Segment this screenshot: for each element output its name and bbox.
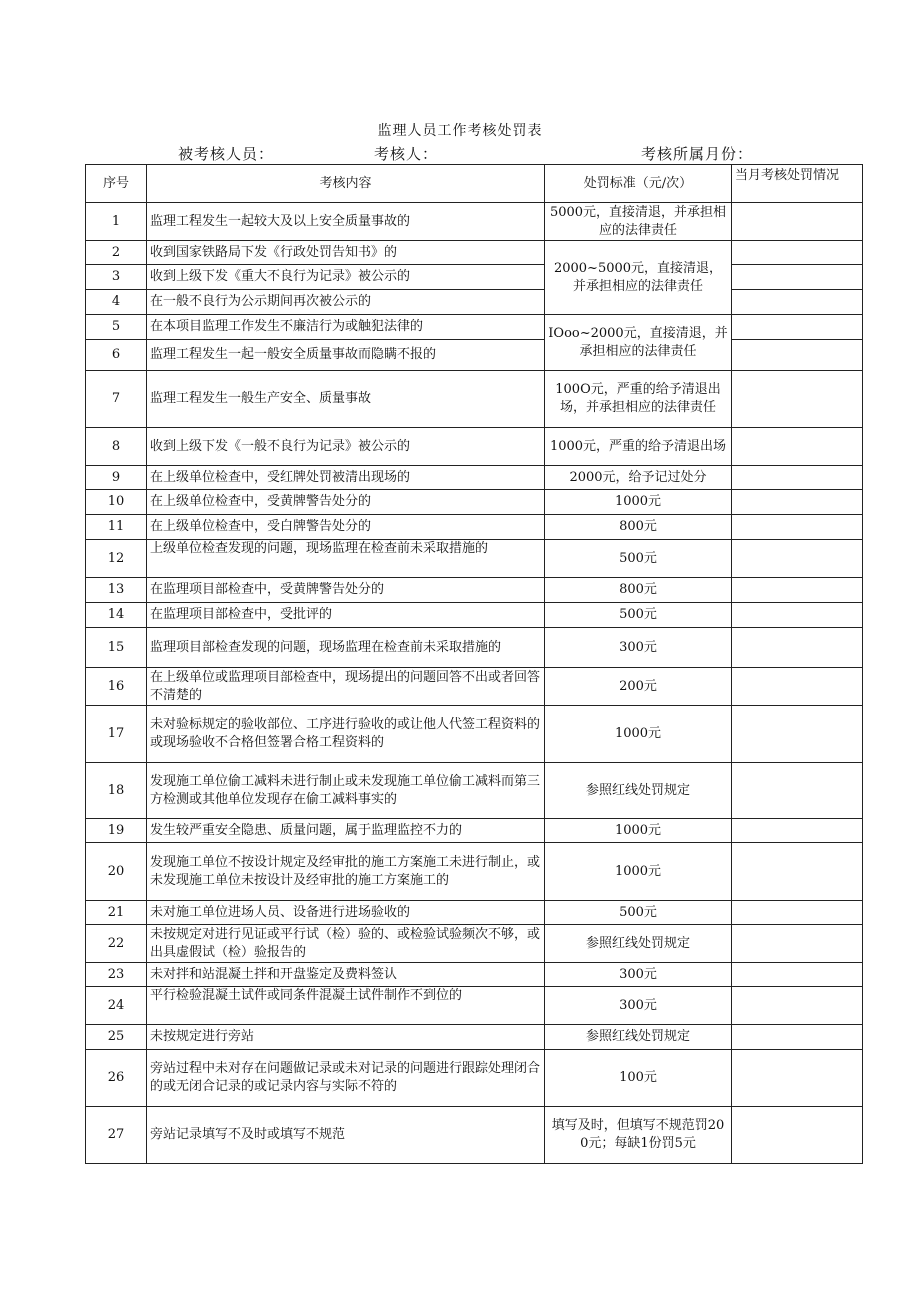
row-standard: 2000~5000元，直接清退，并承担相应的法律责任	[545, 241, 732, 315]
row-content: 未按规定对进行见证或平行试（检）验的、或检验试验频次不够，或出具虚假试（检）验报告的	[147, 925, 545, 963]
row-standard: 1000元	[545, 490, 732, 515]
table-row	[86, 603, 863, 628]
row-content: 在上级单位检查中，受白牌警告处分的	[147, 515, 545, 540]
table-row	[86, 290, 863, 315]
row-standard: 参照红线处罚规定	[545, 925, 732, 963]
table-row	[86, 428, 863, 466]
row-no: 6	[86, 340, 147, 371]
row-standard: 2000元，给予记过处分	[545, 466, 732, 490]
row-content: 发现施工单位不按设计规定及经审批的施工方案施工未进行制止，或未发现施工单位未按设计及经审批的施工方案施工的	[147, 843, 545, 901]
row-no: 24	[86, 987, 147, 1025]
table-row	[86, 901, 863, 925]
row-standard: 300元	[545, 987, 732, 1025]
header-content: 考核内容	[147, 165, 545, 203]
row-standard: 5000元，直接清退，并承担相应的法律责任	[545, 203, 732, 241]
row-result-cell	[732, 843, 863, 901]
row-standard: 500元	[545, 603, 732, 628]
row-standard: 500元	[545, 901, 732, 925]
table-row	[86, 466, 863, 490]
row-result-cell	[732, 1050, 863, 1107]
row-content: 在本项目监理工作发生不廉洁行为或触犯法律的	[147, 315, 545, 340]
table-row	[86, 1107, 863, 1164]
row-no: 15	[86, 628, 147, 668]
row-result-cell	[732, 963, 863, 987]
row-standard: 1000元	[545, 843, 732, 901]
header-standard: 处罚标准（元/次）	[545, 165, 732, 203]
row-no: 10	[86, 490, 147, 515]
row-content: 在监理项目部检查中，受批评的	[147, 603, 545, 628]
table-row	[86, 1025, 863, 1050]
row-no: 19	[86, 819, 147, 843]
table-row	[86, 925, 863, 963]
assessor-label: 考核人：	[374, 145, 439, 163]
row-content: 平行检验混凝土试件或同条件混凝土试件制作不到位的	[147, 987, 545, 1025]
row-result-cell	[732, 668, 863, 706]
table-row	[86, 315, 863, 340]
row-no: 12	[86, 540, 147, 578]
row-result-cell	[732, 603, 863, 628]
row-no: 9	[86, 466, 147, 490]
table-row	[86, 763, 863, 819]
row-content: 监理工程发生一起一般安全质量事故而隐瞒不报的	[147, 340, 545, 371]
table-row	[86, 963, 863, 987]
row-result-cell	[732, 540, 863, 578]
row-no: 4	[86, 290, 147, 315]
table-row	[86, 265, 863, 290]
row-result-cell	[732, 628, 863, 668]
row-no: 7	[86, 371, 147, 428]
row-content: 监理项目部检查发现的问题，现场监理在检查前未采取措施的	[147, 628, 545, 668]
row-content: 发现施工单位偷工减料未进行制止或未发现施工单位偷工减料而第三方检测或其他单位发现存在偷工减料事实的	[147, 763, 545, 819]
table-row	[86, 668, 863, 706]
row-standard: 参照红线处罚规定	[545, 1025, 732, 1050]
row-standard: 500元	[545, 540, 732, 578]
penalty-table	[85, 164, 863, 1164]
table-row	[86, 843, 863, 901]
row-standard: 200元	[545, 668, 732, 706]
row-no: 14	[86, 603, 147, 628]
row-no: 2	[86, 241, 147, 265]
table-row	[86, 1050, 863, 1107]
row-result-cell	[732, 203, 863, 241]
row-standard: 填写及时，但填写不规范罚200元；每缺1份罚5元	[545, 1107, 732, 1164]
row-content: 在监理项目部检查中，受黄牌警告处分的	[147, 578, 545, 603]
row-result-cell	[732, 706, 863, 763]
row-content: 未对施工单位进场人员、设备进行进场验收的	[147, 901, 545, 925]
row-result-cell	[732, 265, 863, 290]
row-standard: 100O元，严重的给予清退出场，并承担相应的法律责任	[545, 371, 732, 428]
row-result-cell	[732, 763, 863, 819]
row-result-cell	[732, 578, 863, 603]
row-standard: 100元	[545, 1050, 732, 1107]
row-result-cell	[732, 466, 863, 490]
row-standard: 300元	[545, 628, 732, 668]
row-result-cell	[732, 901, 863, 925]
row-content: 在上级单位或监理项目部检查中，现场提出的问题回答不出或者回答不清楚的	[147, 668, 545, 706]
table-row	[86, 706, 863, 763]
row-result-cell	[732, 819, 863, 843]
row-content: 在上级单位检查中，受红牌处罚被清出现场的	[147, 466, 545, 490]
table-row	[86, 340, 863, 371]
table-row	[86, 241, 863, 265]
page-title: 监理人员工作考核处罚表	[377, 123, 543, 139]
row-result-cell	[732, 1107, 863, 1164]
row-no: 1	[86, 203, 147, 241]
row-standard: 300元	[545, 963, 732, 987]
row-content: 旁站过程中未对存在问题做记录或未对记录的问题进行跟踪处理闭合的或无闭合记录的或记录内容与实际不符的	[147, 1050, 545, 1107]
row-result-cell	[732, 925, 863, 963]
row-result-cell	[732, 1025, 863, 1050]
table-row	[86, 203, 863, 241]
table-row	[86, 578, 863, 603]
table-row	[86, 540, 863, 578]
row-content: 旁站记录填写不及时或填写不规范	[147, 1107, 545, 1164]
row-no: 20	[86, 843, 147, 901]
table-row	[86, 515, 863, 540]
row-content: 发生较严重安全隐患、质量问题，属于监理监控不力的	[147, 819, 545, 843]
row-content: 未对验标规定的验收部位、工序进行验收的或让他人代签工程资料的或现场验收不合格但签署合格工程资料的	[147, 706, 545, 763]
row-content: 监理工程发生一起较大及以上安全质量事故的	[147, 203, 545, 241]
row-content: 未对拌和站混凝土拌和开盘鉴定及费料签认	[147, 963, 545, 987]
row-no: 3	[86, 265, 147, 290]
row-no: 13	[86, 578, 147, 603]
table-row	[86, 371, 863, 428]
row-result-cell	[732, 315, 863, 340]
row-content: 监理工程发生一般生产安全、质量事故	[147, 371, 545, 428]
row-result-cell	[732, 490, 863, 515]
row-result-cell	[732, 290, 863, 315]
row-no: 8	[86, 428, 147, 466]
row-no: 5	[86, 315, 147, 340]
row-content: 在一般不良行为公示期间再次被公示的	[147, 290, 545, 315]
table-row	[86, 819, 863, 843]
row-no: 26	[86, 1050, 147, 1107]
row-result-cell	[732, 428, 863, 466]
row-no: 17	[86, 706, 147, 763]
row-standard: 800元	[545, 578, 732, 603]
row-no: 16	[86, 668, 147, 706]
assessee-label: 被考核人员：	[178, 145, 275, 163]
row-content: 在上级单位检查中，受黄牌警告处分的	[147, 490, 545, 515]
row-no: 23	[86, 963, 147, 987]
row-no: 11	[86, 515, 147, 540]
header-result: 当月考核处罚情况	[732, 165, 863, 203]
row-result-cell	[732, 515, 863, 540]
row-standard: 800元	[545, 515, 732, 540]
row-no: 25	[86, 1025, 147, 1050]
header-no: 序号	[86, 165, 147, 203]
row-result-cell	[732, 987, 863, 1025]
row-no: 27	[86, 1107, 147, 1164]
row-content: 收到国家铁路局下发《行政处罚告知书》的	[147, 241, 545, 265]
row-standard: 1000元	[545, 706, 732, 763]
table-row	[86, 987, 863, 1025]
row-standard: 1000元	[545, 819, 732, 843]
row-no: 18	[86, 763, 147, 819]
row-content: 收到上级下发《一般不良行为记录》被公示的	[147, 428, 545, 466]
row-result-cell	[732, 241, 863, 265]
row-no: 22	[86, 925, 147, 963]
row-result-cell	[732, 371, 863, 428]
row-standard: IOoo~2000元，直接清退，并承担相应的法律责任	[545, 315, 732, 371]
table-row	[86, 628, 863, 668]
row-content: 未按规定进行旁站	[147, 1025, 545, 1050]
row-content: 上级单位检查发现的问题，现场监理在检查前未采取措施的	[147, 540, 545, 578]
row-standard: 参照红线处罚规定	[545, 763, 732, 819]
row-content: 收到上级下发《重大不良行为记录》被公示的	[147, 265, 545, 290]
month-label: 考核所属月份：	[641, 145, 754, 163]
row-no: 21	[86, 901, 147, 925]
row-standard: 1000元，严重的给予清退出场	[545, 428, 732, 466]
table-row	[86, 490, 863, 515]
row-result-cell	[732, 340, 863, 371]
